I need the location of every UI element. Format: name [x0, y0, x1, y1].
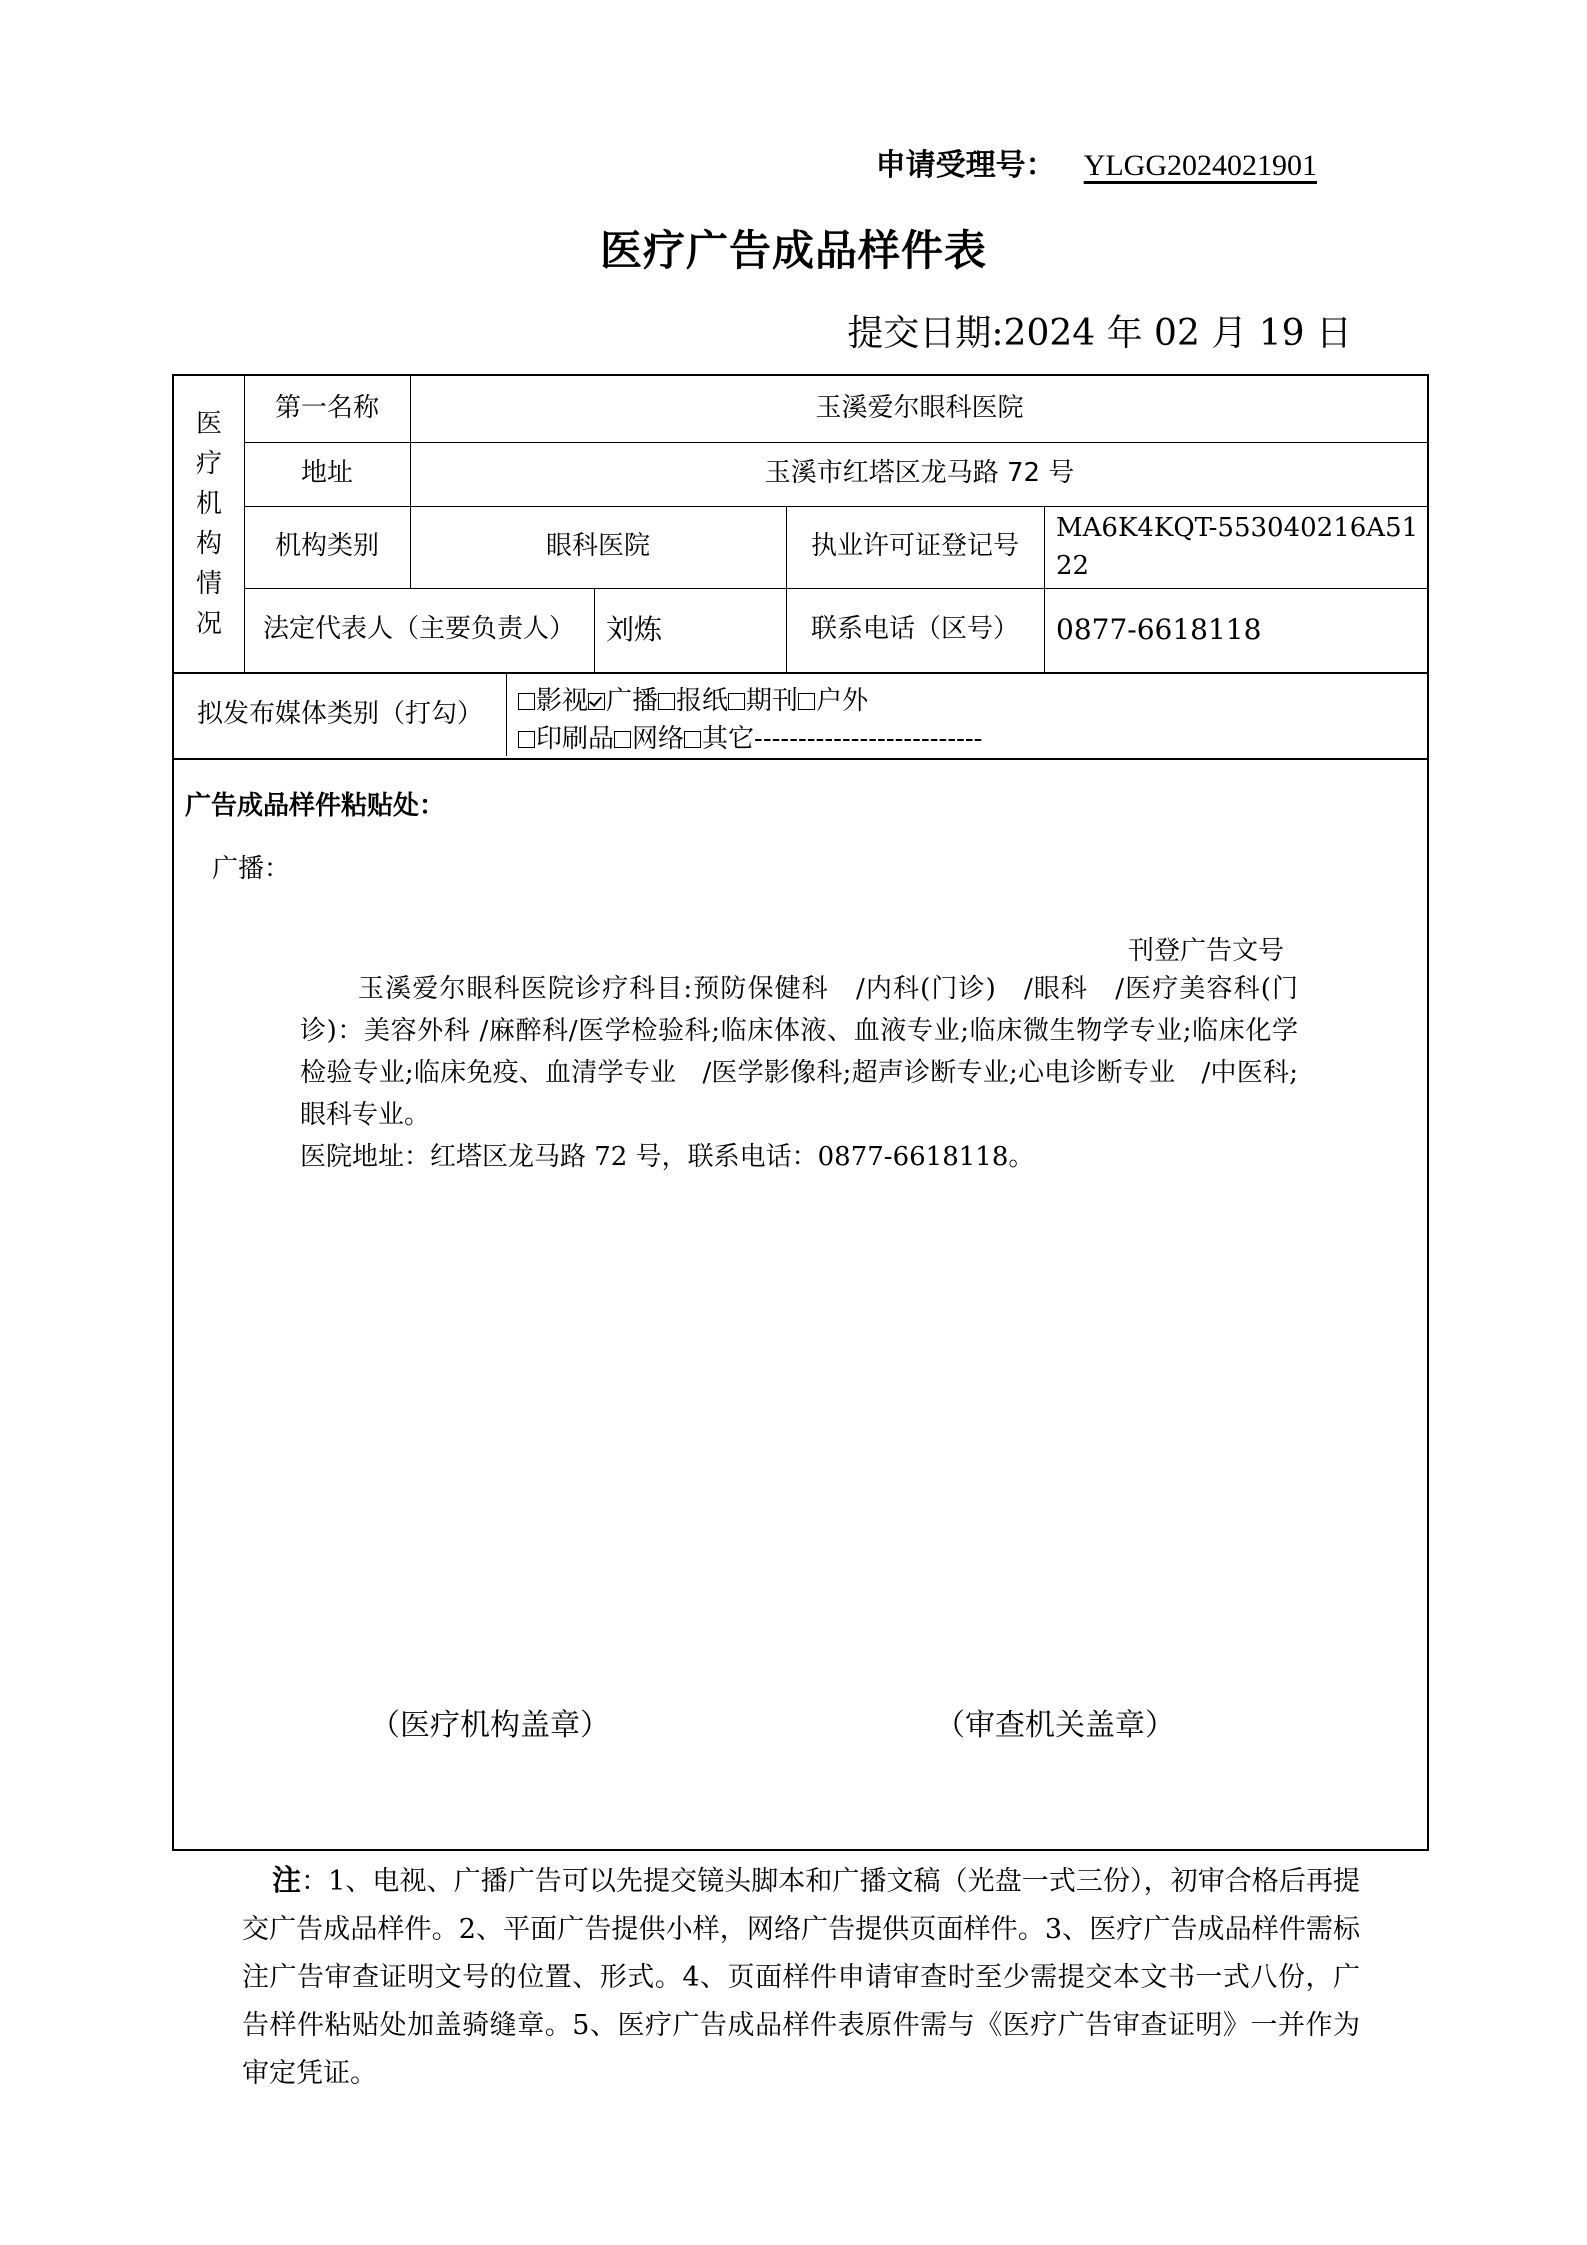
divider	[506, 674, 507, 756]
application-number-value: YLGG2024021901	[1083, 149, 1317, 182]
org-info-table	[172, 374, 1429, 674]
ad-script-address: 医院地址：红塔区龙马路 72 号，联系电话：0877-6618118。	[300, 1142, 1035, 1172]
divider	[594, 588, 595, 672]
org-type-value: 眼科医院	[545, 531, 650, 562]
notes	[242, 1856, 1360, 2098]
option-film: 影视	[536, 686, 589, 716]
hospital-seal-label: （医疗机构盖章）	[370, 1708, 610, 1743]
option-internet: 网络	[632, 724, 685, 754]
review-seal-label: （审查机关盖章）	[935, 1708, 1175, 1743]
org-name-value: 玉溪爱尔眼科医院	[815, 393, 1024, 424]
application-number	[876, 140, 1317, 184]
license-label: 执业许可证登记号	[810, 531, 1019, 562]
side-char: 机	[195, 489, 222, 519]
application-number-label: 申请受理号：	[875, 148, 1056, 183]
page-title: 医疗广告成品样件表	[599, 226, 987, 275]
org-name-label: 第一名称	[274, 393, 379, 424]
media-options-row-2	[518, 718, 982, 755]
broadcast-label: 广播：	[212, 854, 291, 884]
ad-script-body: 玉溪爱尔眼科医院诊疗科目:预防保健科 /内科(门诊) /眼科 /医疗美容科(门诊)：美容外科 /麻醉科/医学检验科;临床体液、血液专业;临床微生物学专业;临床化学检验专业;临床免疫、血清学专业 /医学影像科;超声诊断专业;心电诊断专业 /中医科;眼科专业。	[300, 974, 1298, 1130]
notes-text: ：1、电视、广播广告可以先提交镜头脚本和广播文稿（光盘一式三份），初审合格后再提交广告成品样件。2、平面广告提供小样，网络广告提供页面样件。3、医疗广告成品样件需标注广告审查证明文号的位置、形式。4、页面样件申请审查时至少需提交本文书一式八份，广告样件粘贴处加盖骑缝章。5、医疗广告成品样件表原件需与《医疗广告审查证明》一并作为审定凭证。	[242, 1866, 1360, 2089]
checkbox-internet[interactable]	[614, 731, 631, 748]
legal-rep-value: 刘炼	[606, 613, 663, 647]
legal-rep-label: 法定代表人（主要负责人）	[262, 614, 575, 645]
checkbox-broadcast[interactable]	[588, 693, 605, 710]
org-address-label: 地址	[300, 458, 353, 489]
option-print: 印刷品	[536, 724, 615, 754]
divider	[1044, 506, 1045, 672]
ad-script	[300, 968, 1298, 1178]
media-type-label: 拟发布媒体类别（打勾）	[196, 699, 483, 730]
license-value: MA6K4KQT-553040216A5122	[1056, 513, 1419, 581]
checkbox-newspaper[interactable]	[658, 693, 675, 710]
paste-area-label: 广告成品样件粘贴处：	[185, 791, 446, 821]
org-type-label: 机构类别	[274, 531, 379, 562]
checkbox-outdoor[interactable]	[798, 693, 815, 710]
option-periodical: 期刊	[746, 686, 799, 716]
side-char: 况	[195, 609, 222, 639]
other-blank: --------------------------	[754, 724, 983, 754]
notes-label: 注	[272, 1863, 302, 1897]
side-char: 构	[195, 529, 222, 559]
checkbox-film[interactable]	[518, 693, 535, 710]
option-other: 其它	[702, 724, 755, 754]
side-char: 疗	[195, 449, 222, 479]
submit-date: 提交日期:2024 年 02 月 19 日	[847, 313, 1352, 354]
sample-paste-area	[172, 758, 1429, 1851]
checkbox-other[interactable]	[684, 731, 701, 748]
phone-value: 0877-6618118	[1056, 613, 1262, 647]
checkbox-print[interactable]	[518, 731, 535, 748]
org-section-side-label	[174, 376, 244, 672]
org-address-value: 玉溪市红塔区龙马路 72 号	[764, 458, 1075, 489]
media-options-row-1	[518, 680, 868, 717]
option-broadcast: 广播	[606, 686, 659, 716]
phone-label: 联系电话（区号）	[810, 614, 1019, 645]
side-char: 情	[195, 569, 222, 599]
side-char: 医	[195, 409, 222, 439]
option-outdoor: 户外	[816, 686, 869, 716]
media-type-row	[172, 674, 1429, 760]
checkbox-periodical[interactable]	[728, 693, 745, 710]
ad-reference-label: 刊登广告文号	[1128, 936, 1285, 966]
option-newspaper: 报纸	[676, 686, 729, 716]
